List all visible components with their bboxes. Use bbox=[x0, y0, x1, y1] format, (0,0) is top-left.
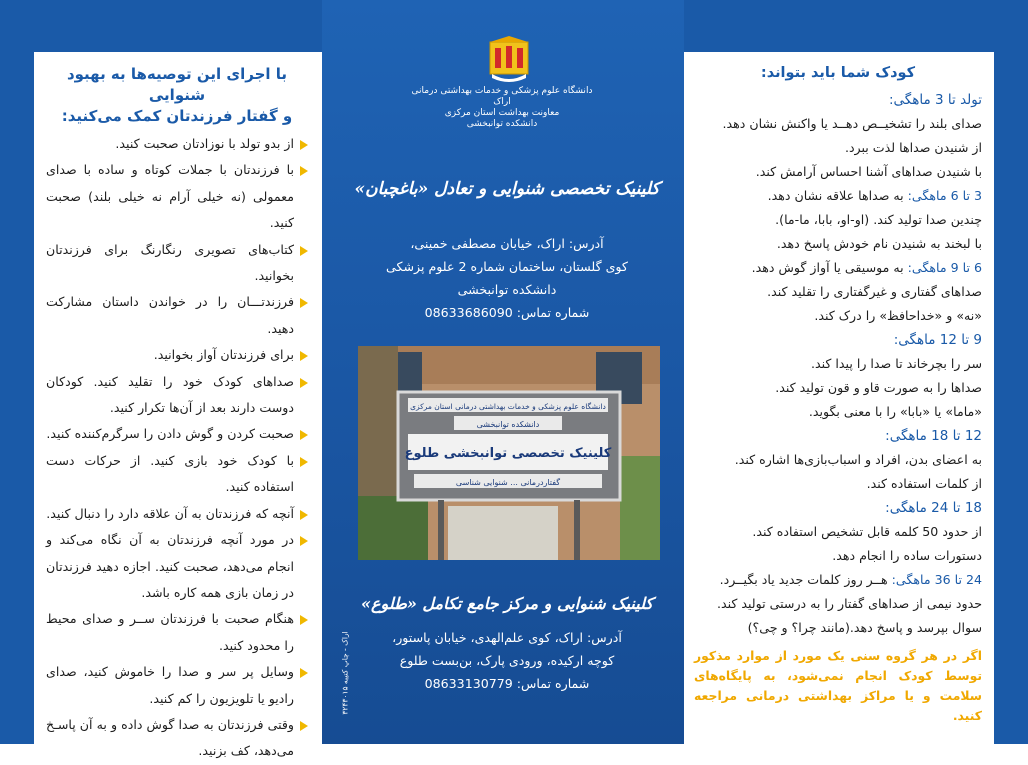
university-line: معاونت بهداشت استان مرکزی bbox=[444, 108, 560, 118]
clinic2-phone: شماره تماس: 08633130779 bbox=[424, 676, 590, 691]
tip-item bbox=[46, 712, 308, 765]
milestone-line: دستورات ساده را انجام دهد. bbox=[832, 548, 982, 563]
bullet-arrow-icon bbox=[300, 166, 308, 176]
tip-item bbox=[46, 448, 308, 501]
tip-text: فرزندتـــان را در خواندن داستان مشارکت دهید. bbox=[46, 294, 294, 336]
age-heading: 18 تا 24 ماهگی: bbox=[885, 500, 982, 516]
milestone-section bbox=[694, 184, 982, 256]
milestone-line: به صداها علاقه نشان دهد. bbox=[767, 188, 904, 203]
milestone-section bbox=[694, 88, 982, 184]
bullet-arrow-icon bbox=[300, 140, 308, 150]
tip-item bbox=[46, 421, 308, 447]
milestone-line: به موسیقی یا آواز گوش دهد. bbox=[751, 260, 904, 275]
tips-list bbox=[46, 131, 308, 765]
print-note-text: اراک - چاپ کتیبه ۳۲۴۳۰۱۵ bbox=[340, 631, 350, 715]
milestone-section bbox=[694, 568, 982, 640]
tip-text: صحبت کردن و گوش دادن را سرگرم‌کننده کنید. bbox=[46, 426, 294, 442]
tip-text: با فرزندتان با جملات کوتاه و ساده با صدای معمولی (نه خیلی آرام نه خیلی بلند) صحبت کنید. bbox=[46, 162, 294, 231]
clinic1-title: کلینیک تخصصی شنوایی و تعادل «باغچبان» bbox=[354, 179, 660, 199]
tip-text: وسایل پر سر و صدا را خاموش کنید، صدای رادیو یا تلویزیون را کم کنید. bbox=[46, 664, 294, 706]
milestone-section bbox=[694, 328, 982, 424]
tip-item bbox=[46, 501, 308, 527]
sign-sub-text: دانشکده توانبخشی bbox=[476, 420, 540, 429]
sign-bottom-text: گفتاردرمانی ... شنوایی شناسی bbox=[455, 478, 561, 487]
milestone-section bbox=[694, 496, 982, 568]
bullet-arrow-icon bbox=[300, 457, 308, 467]
tip-text: با کودک خود بازی کنید. از حرکات دست استفاده کنید. bbox=[46, 452, 294, 495]
sign-main-text: کلینیک تخصصی توانبخشی طلوع bbox=[404, 446, 612, 461]
milestone-line: هــر روز کلمات جدید یاد بگیــرد. bbox=[719, 572, 888, 587]
bullet-arrow-icon bbox=[300, 351, 308, 361]
milestone-line: «نه» و «خداحافظ» را درک کند. bbox=[814, 308, 982, 323]
tip-text: کتاب‌های تصویری رنگارنگ برای فرزندتان بخوانید. bbox=[46, 241, 294, 284]
address-line: کوی گلستان، ساختمان شماره 2 علوم پزشکی bbox=[386, 259, 628, 274]
milestone-line: سر را بچرخاند تا صدا را پیدا کند. bbox=[811, 356, 982, 371]
milestone-line: با شنیدن صداهای آشنا احساس آرامش کند. bbox=[755, 164, 982, 179]
milestone-line: «ماما» یا «بابا» را با معنی بگوید. bbox=[808, 404, 982, 419]
milestone-line: صداها را به صورت قاو و قون تولید کند. bbox=[775, 380, 982, 395]
bullet-arrow-icon bbox=[300, 721, 308, 731]
recommendations-title-line1: با اجرای این توصیه‌ها به بهبود شنوایی bbox=[66, 65, 288, 104]
tip-text: صداهای کودک خود را تقلید کنید. کودکان دوست دارند بعد از آن‌ها تکرار کنید. bbox=[46, 373, 294, 416]
milestone-line: از حدود 50 کلمه قابل تشخیص استفاده کند. bbox=[752, 524, 982, 539]
age-heading: 3 تا 6 ماهگی: bbox=[907, 188, 982, 203]
milestones-panel bbox=[684, 52, 994, 744]
milestone-line: به اعضای بدن، افراد و اسباب‌بازی‌ها اشاره کند. bbox=[734, 452, 982, 467]
address-line: آدرس: اراک، خیابان مصطفی خمینی، bbox=[410, 236, 604, 251]
milestones-title: کودک شما باید بتواند: bbox=[760, 65, 916, 81]
tip-text: برای فرزندتان آواز بخوانید. bbox=[153, 347, 294, 363]
tip-item bbox=[46, 157, 308, 236]
milestone-line: حدود نیمی از صداهای گفتار را به درستی تولید کند. bbox=[716, 596, 982, 611]
bullet-arrow-icon bbox=[300, 510, 308, 520]
tip-text: وقتی فرزندتان به صدا گوش داده و به آن پاسـخ می‌دهد، کف بزنید. bbox=[46, 716, 294, 759]
tip-item bbox=[46, 659, 308, 712]
bullet-arrow-icon bbox=[300, 298, 308, 308]
milestone-section bbox=[694, 256, 982, 328]
milestone-line: سوال بپرسد و پاسخ دهد.(مانند چرا؟ و چی؟) bbox=[747, 620, 982, 635]
age-heading: 9 تا 12 ماهگی: bbox=[893, 332, 982, 348]
building-photo-drawing bbox=[358, 346, 660, 560]
clinic1-phone: شماره تماس: 08633686090 bbox=[424, 305, 590, 320]
tip-item bbox=[46, 369, 308, 422]
warning-note: اگر در هر گروه سنی یک مورد از موارد مذکور توسط کودک انجام نمی‌شود، به پایگاه‌های سلامت و یا مراکز بهداشتی درمانی مراجعه کنید. bbox=[694, 648, 982, 723]
tip-item bbox=[46, 527, 308, 606]
left-blue-band bbox=[0, 0, 34, 744]
age-heading: 12 تا 18 ماهگی: bbox=[885, 428, 982, 444]
clinic2-address bbox=[342, 626, 672, 695]
age-heading: تولد تا 3 ماهگی: bbox=[889, 92, 982, 108]
bullet-arrow-icon bbox=[300, 430, 308, 440]
tip-item bbox=[46, 606, 308, 659]
university-line: دانشکده توانبخشی bbox=[466, 119, 538, 129]
bullet-arrow-icon bbox=[300, 246, 308, 256]
address-line: کوچه ارکیده، ورودی پارک، بن‌بست طلوع bbox=[399, 653, 615, 668]
tip-item bbox=[46, 289, 308, 342]
recommendations-title-line2: و گفتار فرزندتان کمک می‌کنید: bbox=[61, 107, 293, 125]
tip-item bbox=[46, 131, 308, 157]
tip-text: آنچه که فرزندتان به آن علاقه دارد را دنبال کنید. bbox=[46, 505, 294, 521]
right-blue-band bbox=[994, 0, 1028, 744]
milestone-section bbox=[694, 424, 982, 496]
tip-text: در مورد آنچه فرزندتان به آن نگاه می‌کند و انجام می‌دهد، صحبت کنید. اجازه دهید فرزندتان در زمان بازی همه کاره باشد. bbox=[46, 532, 294, 600]
bullet-arrow-icon bbox=[300, 615, 308, 625]
age-heading-row bbox=[694, 568, 982, 592]
age-heading: 6 تا 9 ماهگی: bbox=[907, 260, 982, 275]
recommendations-panel bbox=[34, 52, 322, 759]
tip-item bbox=[46, 237, 308, 290]
clinic-building-photo bbox=[358, 346, 660, 560]
milestone-line: از شنیدن صداها لذت ببرد. bbox=[844, 140, 982, 155]
milestone-line: از کلمات استفاده کند. bbox=[866, 476, 982, 491]
milestone-line: چندین صدا تولید کند. (او-او، بابا، ما-ما). bbox=[775, 212, 982, 227]
university-line: دانشگاه علوم پزشکی و خدمات بهداشتی درمانی اراک bbox=[411, 86, 593, 107]
tip-text: از بدو تولد با نوزادتان صحبت کنید. bbox=[115, 136, 294, 151]
age-heading-row bbox=[694, 184, 982, 208]
milestone-line: صدای بلند را تشخیــص دهــد یا واکنش نشان دهد. bbox=[722, 116, 982, 131]
age-heading: 24 تا 36 ماهگی: bbox=[891, 572, 982, 587]
print-note bbox=[338, 615, 352, 731]
clinic1-address bbox=[342, 232, 672, 324]
milestone-line: با لبخند به شنیدن نام خودش پاسخ دهد. bbox=[776, 236, 982, 251]
address-line: دانشکده توانبخشی bbox=[457, 282, 557, 297]
milestone-line: صداهای گفتاری و غیرگفتاری را تقلید کند. bbox=[767, 284, 982, 299]
recommendations-title bbox=[46, 64, 308, 127]
university-logo-icon bbox=[486, 36, 532, 84]
tip-item bbox=[46, 342, 308, 368]
sign-top-text: دانشگاه علوم پزشکی و خدمات بهداشتی درمانی استان مرکزی bbox=[410, 402, 606, 411]
bullet-arrow-icon bbox=[300, 668, 308, 678]
university-name bbox=[402, 86, 602, 130]
tip-text: هنگام صحبت با فرزندتان ســر و صدای محیط را محدود کنید. bbox=[46, 611, 294, 653]
bullet-arrow-icon bbox=[300, 378, 308, 388]
clinic2-title: کلینیک شنوایی و مرکز جامع تکامل «طلوع» bbox=[361, 594, 653, 613]
bullet-arrow-icon bbox=[300, 536, 308, 546]
address-line: آدرس: اراک، کوی علم‌الهدی، خیابان پاستور، bbox=[392, 630, 622, 645]
age-heading-row bbox=[694, 256, 982, 280]
